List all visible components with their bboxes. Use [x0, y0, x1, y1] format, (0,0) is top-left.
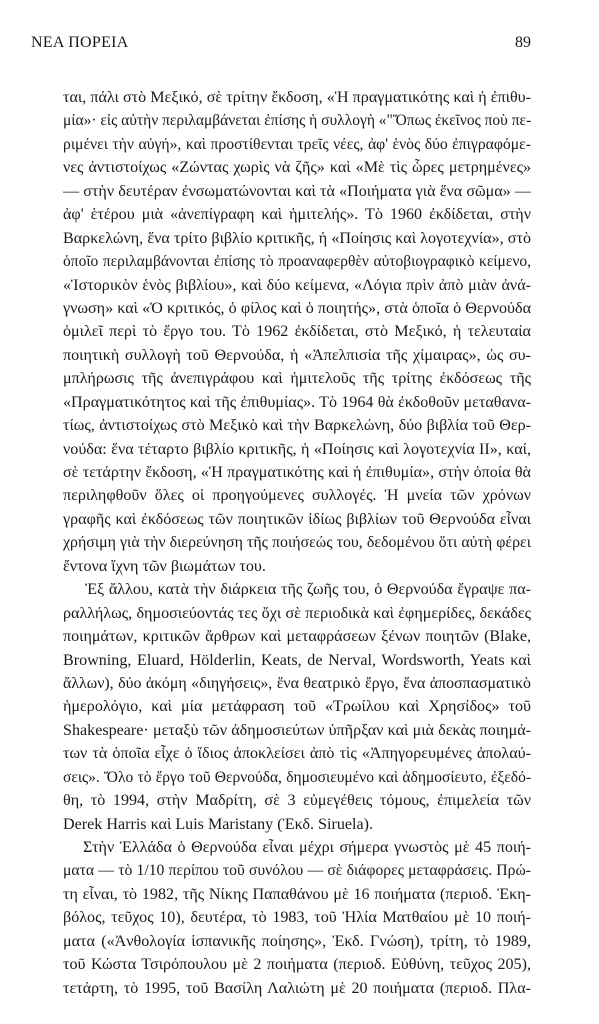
- text-line: γνωση» καὶ «Ὁ κριτικός, ὁ φίλος καὶ ὁ ποιητής», στὰ ὁποῖα ὁ Θερνούδα: [63, 299, 531, 317]
- text-line: ποιητικὴ συλλογὴ τοῦ Θερνούδα, ἡ «Ἀπελπισία τῆς χίμαιρας», ὡς συ-: [63, 346, 531, 364]
- text-line: σεις». Ὅλο τὸ ἔργο τοῦ Θερνούδα, δημοσιευμένο καὶ ἀδημοσίευτο, ἐξεδό-: [63, 768, 531, 786]
- body-text: [63, 86, 531, 1000]
- text-line: ἀφ' ἑτέρου μιὰ «ἀνεπίγραφη καὶ ἡμιτελής». Τὸ 1960 ἐκδίδεται, στὴν: [63, 206, 531, 224]
- text-line: χρήσιμη γιὰ τὴν διερεύνηση τῆς ποιήσεώς του, δεδομένου ὅτι αὐτὴ φέρει: [63, 534, 531, 552]
- page-number: 89: [515, 34, 531, 51]
- text-line: ὁμιλεῖ περὶ τὸ ἔργο του. Τὸ 1962 ἐκδίδεται, στὸ Μεξικό, ἡ τελευταία: [63, 323, 531, 341]
- text-line: ἡμερολόγιο, καὶ μία μετάφραση τοῦ «Τρωίλου καὶ Χρησίδος» τοῦ: [63, 698, 531, 716]
- text-line: ματα — τὸ 1/10 περίπου τοῦ συνόλου — σὲ διάφορες μεταφράσεις. Πρώ-: [63, 862, 531, 880]
- text-line: σὲ τετάρτην ἔκδοση, «Ἡ πραγματικότης καὶ ἡ ἐπιθυμία», στὴν ὁποία θὰ: [63, 464, 531, 481]
- running-title: ΝΕΑ ΠΟΡΕΙΑ: [31, 34, 129, 51]
- text-line: «Πραγματικότητος καὶ τῆς ἐπιθυμίας». Τὸ 1964 θὰ ἐκδοθοῦν μεταθανα-: [63, 393, 531, 411]
- paragraph-first-line: Στὴν Ἑλλάδα ὁ Θερνούδα εἶναι μέχρι σήμερα γνωστὸς μὲ 45 ποιή-: [83, 839, 531, 856]
- text-line: ἄλλων), δύο ἀκόμη «διηγήσεις», ἕνα θεατρικὸ ἔργο, ἕνα ἀποσπασματικὸ: [63, 674, 531, 692]
- text-line: Βαρκελώνη, ἕνα τρίτο βιβλίο κριτικῆς, ἡ «Ποίησις καὶ λογοτεχνία», στὸ: [63, 229, 531, 247]
- text-line: Derek Harris καὶ Luis Maristany (Ἐκδ. Siruela).: [63, 815, 374, 833]
- text-line: τη εἶναι, τὸ 1982, τῆς Νίκης Παπαθάνου μὲ 16 ποιήματα (περιοδ. Ἐκη-: [63, 885, 531, 903]
- text-line: νες ἀντιστοίχως «Ζώντας χωρὶς νὰ ζῆς» καὶ «Μὲ τὶς ὧρες μετρημένες»: [63, 159, 531, 177]
- text-line: μία»· εἰς αὐτὴν περιλαμβάνεται ἐπίσης ἡ συλλογὴ «"Ὅπως ἐκεῖνος ποὺ πε-: [63, 112, 531, 130]
- text-line: — στὴν δευτέραν ἐνσωματώνονται καὶ τὰ «Ποιήματα γιὰ ἕνα σῶμα» —: [63, 182, 531, 200]
- text-line: τετάρτη, τὸ 1995, τοῦ Βασίλη Λαλιώτη μὲ 20 ποιήματα (περιοδ. Πλα-: [63, 979, 531, 997]
- text-line: ραλλήλως, δημοσιεύοντάς τες ὄχι σὲ περιοδικὰ καὶ ἐφημερίδες, δεκάδες: [63, 604, 531, 622]
- text-line: ὁποῖο περιλαμβάνονται ἐπίσης τὸ προαναφερθὲν αὐτοβιογραφικὸ κείμενο,: [63, 253, 531, 271]
- text-line: μπλήρωσις τῆς ἀνεπιγράφου καὶ ἡμιτελοῦς τῆς τρίτης ἐκδόσεως τῆς: [63, 370, 531, 388]
- text-line: θη, τὸ 1994, στὴν Μαδρίτη, σὲ 3 εὐμεγέθεις τόμους, ἐπιμελεία τῶν: [63, 792, 531, 810]
- text-line: «Ἱστορικὸν ἑνὸς βιβλίου», καὶ δύο κείμενα, «Λόγια πρὶν ἀπὸ μιὰν ἀνά-: [63, 276, 531, 294]
- text-line: γραφῆς καὶ ἐκδόσεως τῶν ποιητικῶν ἰδίως βιβλίων τοῦ Θερνούδα εἶναι: [63, 510, 531, 528]
- text-line: ριμένει τὴν αὐγή», καὶ προστίθενται τρεῖς νέες, ἀφ' ἑνὸς δύο ἐπιγραφόμε-: [63, 135, 531, 153]
- text-line: νούδα: ἕνα τέταρτο βιβλίο κριτικῆς, ἡ «Ποίησις καὶ λογοτεχνία ΙΙ», καί,: [63, 440, 531, 458]
- paragraph-first-line: Ἐξ ἄλλου, κατὰ τὴν διάρκεια τῆς ζωῆς του, ὁ Θερνούδα ἔγραψε πα-: [85, 581, 531, 599]
- page-header: [31, 34, 531, 54]
- text-line: ται, πάλι στὸ Μεξικό, σὲ τρίτην ἔκδοση, «Ἡ πραγματικότης καὶ ἡ ἐπιθυ-: [63, 89, 531, 106]
- text-line: τοῦ Κώστα Τσιρόπουλου μὲ 2 ποιήματα (περιοδ. Εὐθύνη, τεῦχος 205),: [63, 956, 531, 974]
- text-line: των τὰ ὁποῖα εἶχε ὁ ἴδιος ἀποκλείσει ἀπὸ τὶς «Ἀπηγορευμένες ἀπολαύ-: [63, 745, 531, 763]
- text-line: Browning, Eluard, Hölderlin, Keats, de Nerval, Wordsworth, Yeats καὶ: [63, 651, 531, 669]
- text-line: βόλος, τεῦχος 10), δευτέρα, τὸ 1983, τοῦ Ἠλία Ματθαίου μὲ 10 ποιή-: [63, 909, 531, 927]
- text-line: ποιημάτων, κριτικῶν ἄρθρων καὶ μεταφράσεων ξένων ποιητῶν (Blake,: [63, 628, 531, 646]
- text-line: περιληφθοῦν ὅλες οἱ προηγούμενες συλλογές. Ἡ μνεία τῶν χρόνων: [63, 487, 531, 505]
- text-line: ἔντονα ἴχνη τῶν βιωμάτων του.: [63, 557, 266, 575]
- text-line: ματα («Ἀνθολογία ἱσπανικῆς ποίησης», Ἐκδ. Γνώση), τρίτη, τὸ 1989,: [63, 932, 531, 950]
- text-line: Shakespeare· μεταξὺ τῶν ἀδημοσιεύτων ὑπῆρξαν καὶ μιὰ δεκὰς ποιημά-: [63, 721, 531, 739]
- text-line: τίως, ἀντιστοίχως στὸ Μεξικὸ καὶ τὴν Βαρκελώνη, δύο βιβλία τοῦ Θερ-: [63, 417, 531, 435]
